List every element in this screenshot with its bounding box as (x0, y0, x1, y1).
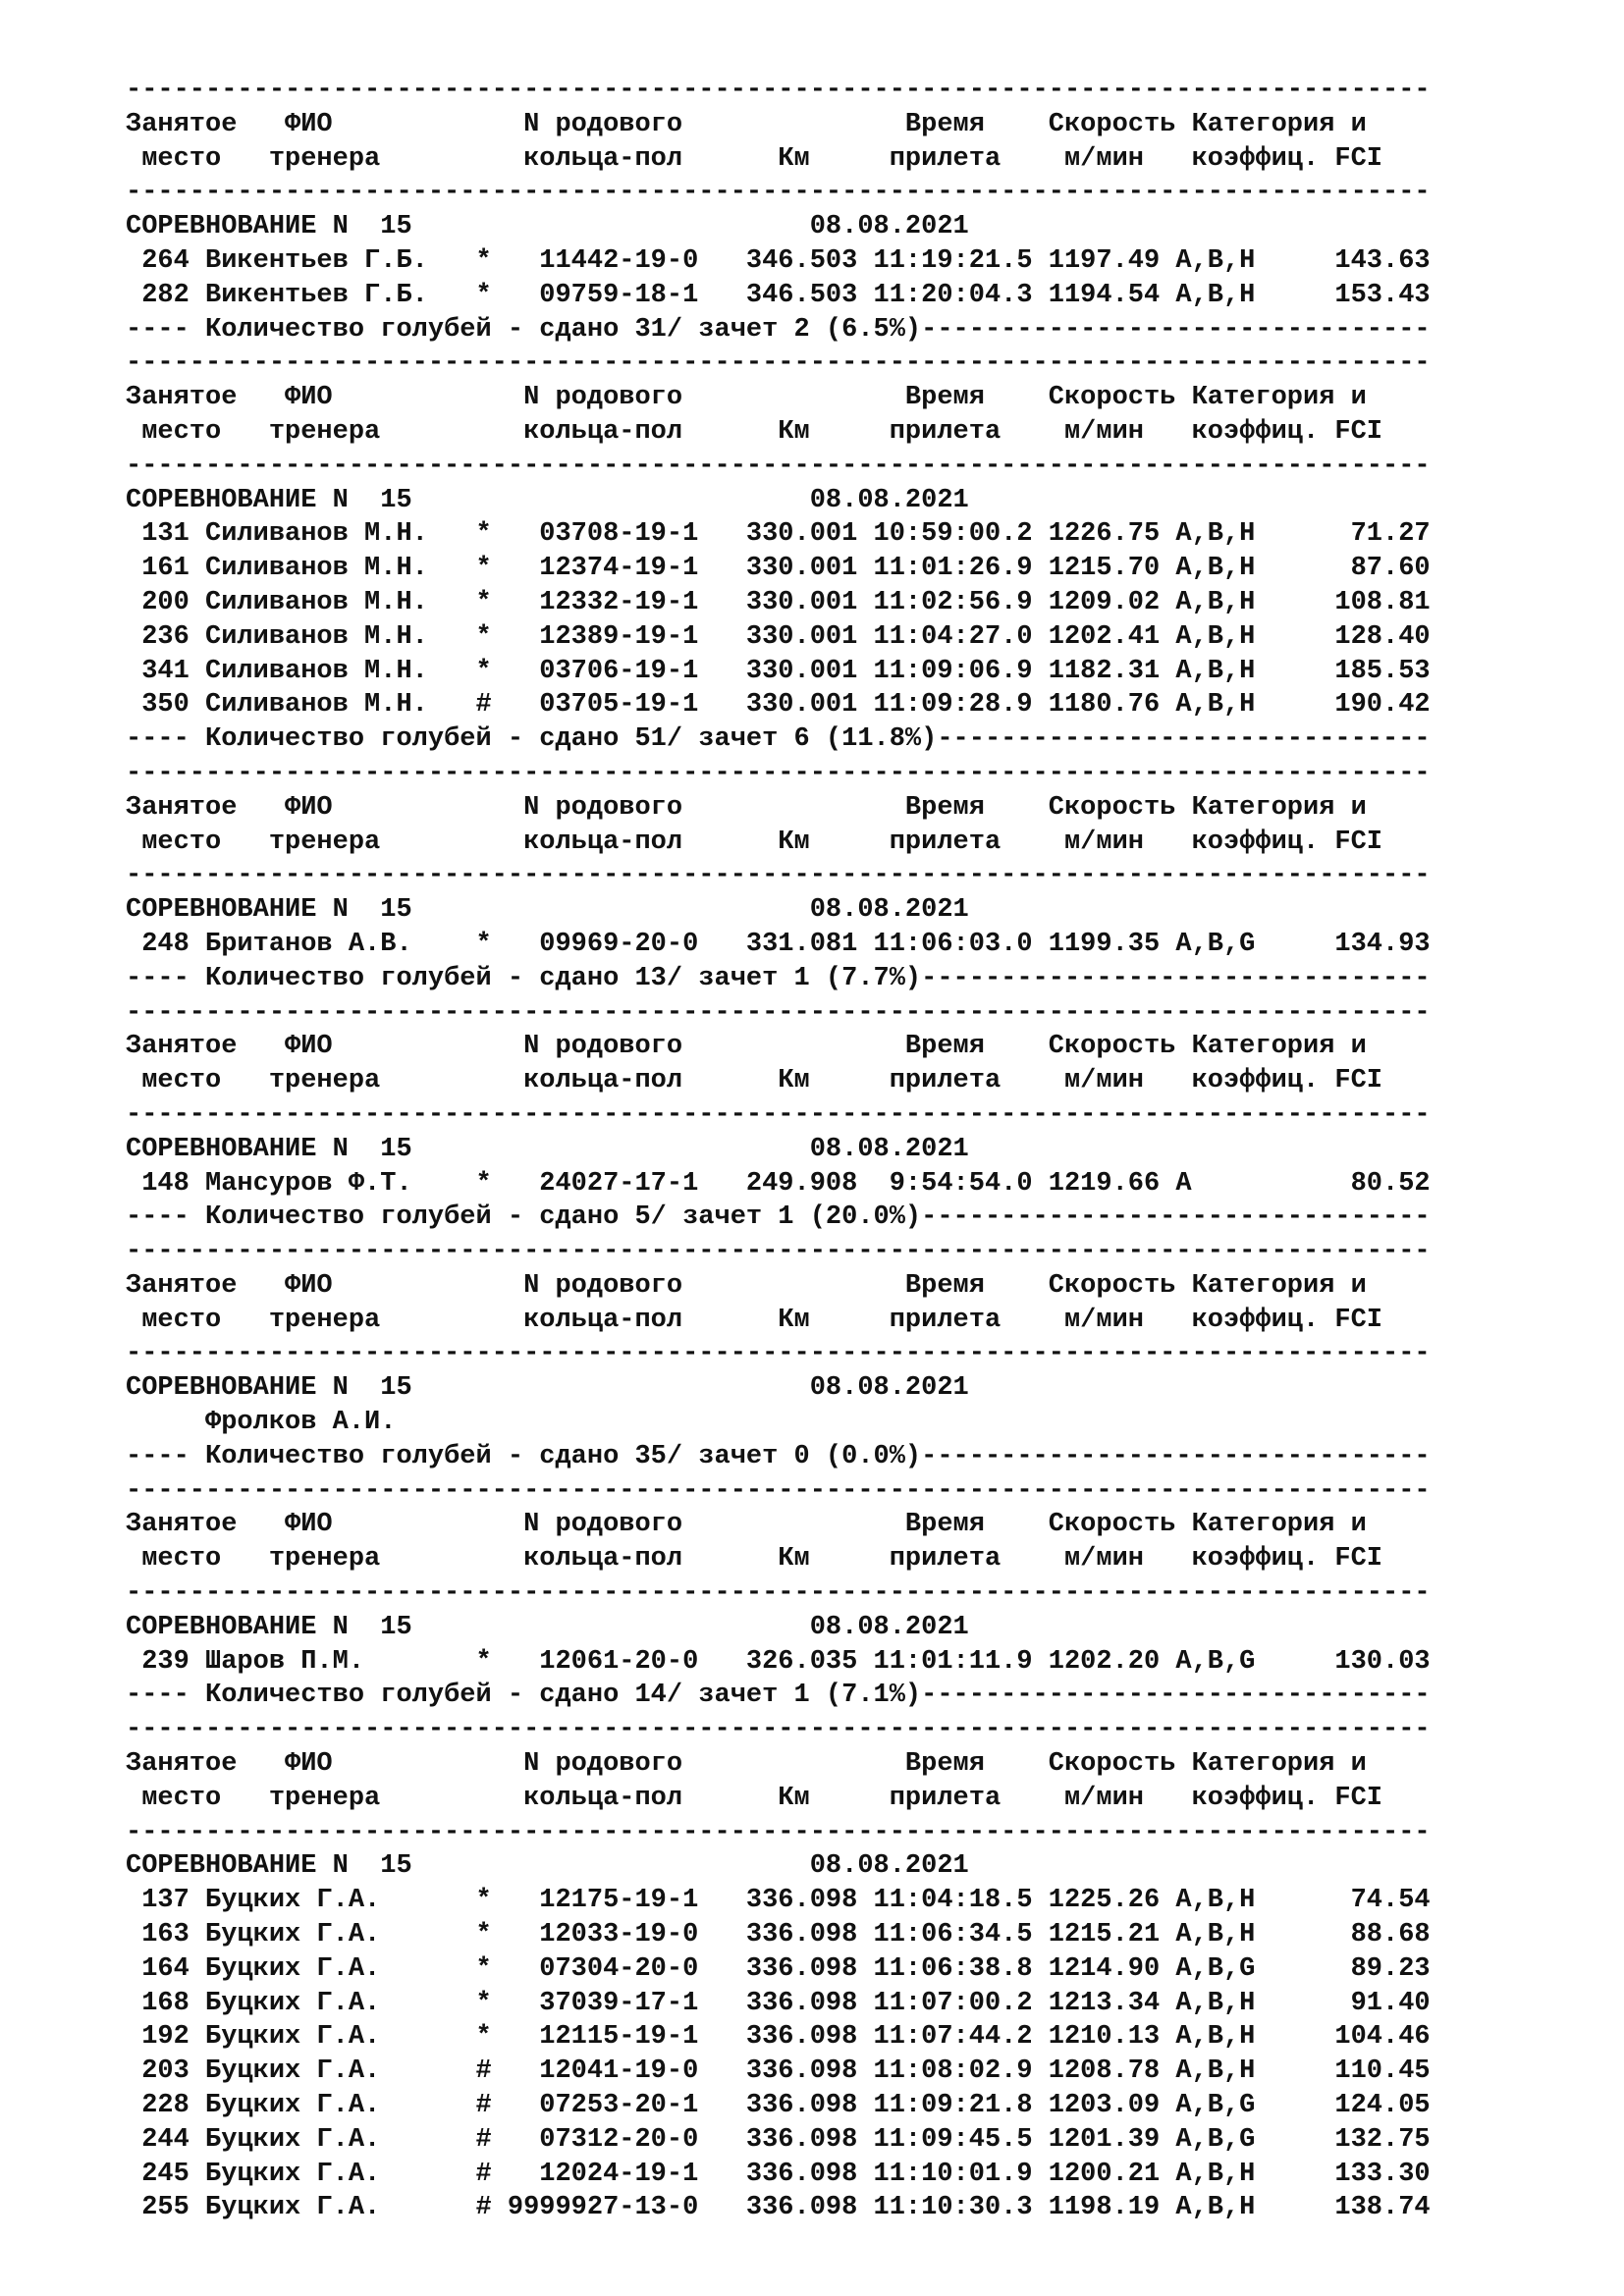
rule-line: ---------------------------------------------------------------------------------- (126, 348, 1431, 379)
result-row: 245 Буцких Г.А. # 12024-19-1 336.098 11:10:01.9 1200.21 A,B,H 133.30 (126, 2159, 1431, 2189)
rule-line: ---------------------------------------------------------------------------------- (126, 1475, 1431, 1506)
rule-line: ---------------------------------------------------------------------------------- (126, 1817, 1431, 1847)
column-header: место тренера кольца-пол Км прилета м/мин коэффиц. FCI (126, 1305, 1383, 1335)
rule-line: ---------------------------------------------------------------------------------- (126, 861, 1431, 891)
competition-line: СОРЕВНОВАНИЕ N 15 08.08.2021 (126, 1373, 969, 1404)
result-row: 255 Буцких Г.А. # 9999927-13-0 336.098 11:10:30.3 1198.19 A,B,H 138.74 (126, 2193, 1431, 2223)
result-row: 164 Буцких Г.А. * 07304-20-0 336.098 11:06:38.8 1214.90 A,B,G 89.23 (126, 1953, 1431, 1984)
result-row: 161 Силиванов М.Н. * 12374-19-1 330.001 11:01:26.9 1215.70 A,B,H 87.60 (126, 554, 1431, 584)
results-listing (126, 74, 1431, 2225)
rule-line: ---------------------------------------------------------------------------------- (126, 1099, 1431, 1130)
competition-line: СОРЕВНОВАНИЕ N 15 08.08.2021 (126, 895, 969, 926)
column-header: место тренера кольца-пол Км прилета м/мин коэффиц. FCI (126, 827, 1383, 857)
competition-line: СОРЕВНОВАНИЕ N 15 08.08.2021 (126, 1851, 969, 1882)
competition-line: СОРЕВНОВАНИЕ N 15 08.08.2021 (126, 485, 969, 515)
column-header: место тренера кольца-пол Км прилета м/мин коэффиц. FCI (126, 1783, 1383, 1813)
summary-line: ---- Количество голубей - сдано 14/ зачет 1 (7.1%)-------------------------------- (126, 1681, 1431, 1711)
rule-line: ---------------------------------------------------------------------------------- (126, 178, 1431, 208)
result-row: 131 Силиванов М.Н. * 03708-19-1 330.001 10:59:00.2 1226.75 A,B,H 71.27 (126, 519, 1431, 550)
result-row: 137 Буцких Г.А. * 12175-19-1 336.098 11:04:18.5 1225.26 A,B,H 74.54 (126, 1886, 1431, 1916)
result-row: 148 Мансуров Ф.Т. * 24027-17-1 249.908 9:54:54.0 1219.66 A 80.52 (126, 1168, 1431, 1199)
column-header: место тренера кольца-пол Км прилета м/мин коэффиц. FCI (126, 1066, 1383, 1096)
result-row: 192 Буцких Г.А. * 12115-19-1 336.098 11:07:44.2 1210.13 A,B,H 104.46 (126, 2022, 1431, 2053)
result-row: 244 Буцких Г.А. # 07312-20-0 336.098 11:09:45.5 1201.39 A,B,G 132.75 (126, 2124, 1431, 2155)
column-header: Занятое ФИО N родового Время Скорость Категория и (126, 1510, 1367, 1540)
competition-line: СОРЕВНОВАНИЕ N 15 08.08.2021 (126, 1612, 969, 1642)
result-row: 248 Британов А.В. * 09969-20-0 331.081 11:06:03.0 1199.35 A,B,G 134.93 (126, 929, 1431, 959)
column-header: Занятое ФИО N родового Время Скорость Категория и (126, 383, 1367, 413)
result-row: 168 Буцких Г.А. * 37039-17-1 336.098 11:07:00.2 1213.34 A,B,H 91.40 (126, 1988, 1431, 2018)
result-row: 200 Силиванов М.Н. * 12332-19-1 330.001 11:02:56.9 1209.02 A,B,H 108.81 (126, 587, 1431, 617)
summary-line: ---- Количество голубей - сдано 35/ зачет 0 (0.0%)-------------------------------- (126, 1441, 1431, 1471)
result-row: 341 Силиванов М.Н. * 03706-19-1 330.001 11:09:06.9 1182.31 A,B,H 185.53 (126, 656, 1431, 686)
rule-line: ---------------------------------------------------------------------------------- (126, 758, 1431, 788)
result-row: 163 Буцких Г.А. * 12033-19-0 336.098 11:06:34.5 1215.21 A,B,H 88.68 (126, 1920, 1431, 1950)
column-header: место тренера кольца-пол Км прилета м/мин коэффиц. FCI (126, 143, 1383, 174)
result-row: 228 Буцких Г.А. # 07253-20-1 336.098 11:09:21.8 1203.09 A,B,G 124.05 (126, 2091, 1431, 2121)
column-header: Занятое ФИО N родового Время Скорость Категория и (126, 792, 1367, 823)
result-row: 264 Викентьев Г.Б. * 11442-19-0 346.503 11:19:21.5 1197.49 A,B,H 143.63 (126, 245, 1431, 276)
result-row: 236 Силиванов М.Н. * 12389-19-1 330.001 11:04:27.0 1202.41 A,B,H 128.40 (126, 621, 1431, 652)
competition-line: СОРЕВНОВАНИЕ N 15 08.08.2021 (126, 212, 969, 242)
rule-line: ---------------------------------------------------------------------------------- (126, 451, 1431, 481)
rule-line: ---------------------------------------------------------------------------------- (126, 76, 1431, 105)
result-row: 282 Викентьев Г.Б. * 09759-18-1 346.503 11:20:04.3 1194.54 A,B,H 153.43 (126, 280, 1431, 310)
column-header: Занятое ФИО N родового Время Скорость Категория и (126, 1749, 1367, 1780)
result-row: 350 Силиванов М.Н. # 03705-19-1 330.001 11:09:28.9 1180.76 A,B,H 190.42 (126, 690, 1431, 721)
rule-line: ---------------------------------------------------------------------------------- (126, 1339, 1431, 1369)
summary-line: ---- Количество голубей - сдано 5/ зачет 1 (20.0%)-------------------------------- (126, 1202, 1431, 1233)
column-header: Занятое ФИО N родового Время Скорость Категория и (126, 1270, 1367, 1301)
column-header: Занятое ФИО N родового Время Скорость Категория и (126, 109, 1367, 139)
rule-line: ---------------------------------------------------------------------------------- (126, 997, 1431, 1028)
column-header: место тренера кольца-пол Км прилета м/мин коэффиц. FCI (126, 416, 1383, 447)
rule-line: ---------------------------------------------------------------------------------- (126, 1237, 1431, 1267)
result-row: 239 Шаров П.М. * 12061-20-0 326.035 11:01:11.9 1202.20 A,B,G 130.03 (126, 1646, 1431, 1677)
result-row: 203 Буцких Г.А. # 12041-19-0 336.098 11:08:02.9 1208.78 A,B,H 110.45 (126, 2056, 1431, 2087)
column-header: место тренера кольца-пол Км прилета м/мин коэффиц. FCI (126, 1544, 1383, 1575)
column-header: Занятое ФИО N родового Время Скорость Категория и (126, 1032, 1367, 1062)
summary-line: ---- Количество голубей - сдано 31/ зачет 2 (6.5%)-------------------------------- (126, 314, 1431, 345)
competition-line: СОРЕВНОВАНИЕ N 15 08.08.2021 (126, 1134, 969, 1164)
rule-line: ---------------------------------------------------------------------------------- (126, 1715, 1431, 1745)
rule-line: ---------------------------------------------------------------------------------- (126, 1578, 1431, 1609)
owner-line: Фролков А.И. (126, 1408, 397, 1438)
summary-line: ---- Количество голубей - сдано 13/ зачет 1 (7.7%)-------------------------------- (126, 963, 1431, 993)
summary-line: ---- Количество голубей - сдано 51/ зачет 6 (11.8%)------------------------------- (126, 724, 1431, 755)
